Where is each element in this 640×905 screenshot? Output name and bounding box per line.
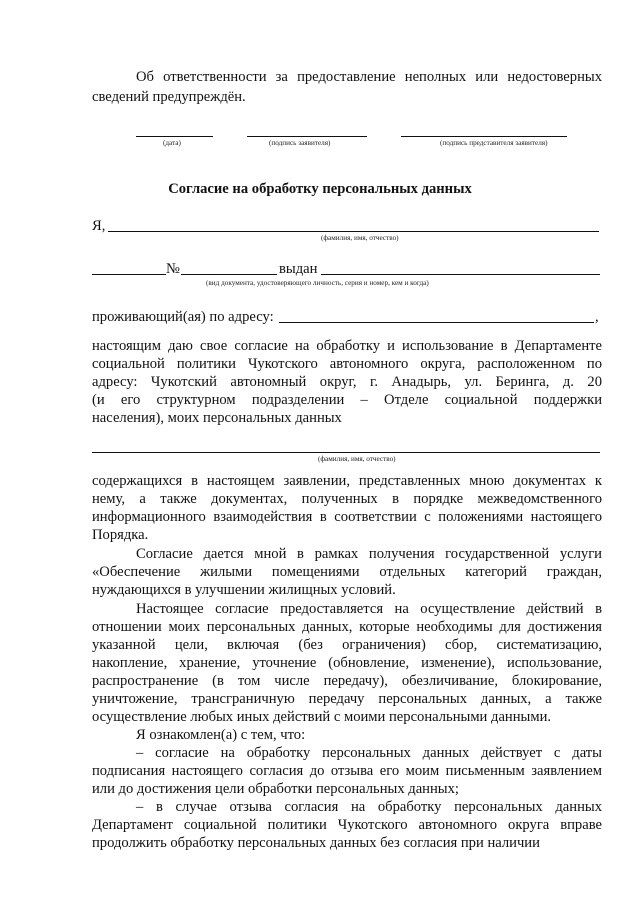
para6-line-2: подписания настоящего согласия до отзыва его моим письменным заявлением bbox=[92, 763, 602, 779]
para6-line-3: или до достижения цели обработки персональных данных; bbox=[92, 781, 459, 797]
para1-line-3: адресу: Чукотский автономный округ, г. Анадырь, ул. Беринга, д. 20 bbox=[92, 374, 602, 390]
para3-line-1: Согласие дается мной в рамках получения государственной услуги bbox=[136, 546, 602, 562]
para7-line-3: продолжить обработку персональных данных без согласия при наличии bbox=[92, 835, 540, 851]
representative-signature-caption: (подпись представителя заявителя) bbox=[440, 139, 548, 147]
i-label: Я, bbox=[92, 218, 106, 234]
para2-line-3: информационного взаимодействия в соответствии с положениями настоящего bbox=[92, 509, 602, 525]
fio-field[interactable] bbox=[108, 231, 599, 232]
para4-line-5: распространение (в том числе передачу), обезличивание, блокирование, bbox=[92, 673, 602, 689]
para7-line-1: – в случае отзыва согласия на обработку персональных данных bbox=[136, 799, 602, 815]
para6-line-1: – согласие на обработку персональных данных действует с даты bbox=[136, 745, 602, 761]
document-number-field[interactable] bbox=[181, 274, 277, 275]
address-end-comma: , bbox=[595, 309, 599, 325]
representative-signature-line[interactable] bbox=[401, 136, 567, 137]
para2-line-2: нему, а также документах, полученных в порядке межведомственного bbox=[92, 491, 602, 507]
fio-field-2[interactable] bbox=[92, 452, 600, 453]
para4-line-3: указанной цели, включая (без ограничения) сбор, систематизацию, bbox=[92, 637, 602, 653]
fio-caption: (фамилия, имя, отчество) bbox=[321, 234, 399, 242]
document-type-field[interactable] bbox=[92, 274, 166, 275]
para4-line-2: отношении моих персональных данных, которые необходимы для достижения bbox=[92, 619, 602, 635]
applicant-signature-caption: (подпись заявителя) bbox=[269, 139, 331, 147]
issued-label: выдан bbox=[279, 261, 318, 277]
para4-line-4: накопление, хранение, уточнение (обновление, изменение), использование, bbox=[92, 655, 602, 671]
para4-line-1: Настоящее согласие предоставляется на осуществление действий в bbox=[136, 601, 602, 617]
para2-line-4: Порядка. bbox=[92, 527, 149, 543]
para1-line-5: населения), моих персональных данных bbox=[92, 410, 342, 426]
para1-line-4: (и его структурном подразделении – Отделе социальной поддержки bbox=[92, 392, 602, 408]
para3-line-2: «Обеспечение жилыми помещениями отдельных категорий граждан, bbox=[92, 564, 602, 580]
responsibility-line-2: сведений предупреждён. bbox=[92, 89, 246, 105]
fio-caption-2: (фамилия, имя, отчество) bbox=[318, 455, 396, 463]
para1-line-2: социальной политики Чукотского автономного округа, расположенном по bbox=[92, 356, 602, 372]
address-field[interactable] bbox=[279, 322, 594, 323]
responsibility-line-1: Об ответственности за предоставление неполных или недостоверных bbox=[136, 69, 602, 85]
para4-line-6: уничтожение, трансграничную передачу персональных данных, а также bbox=[92, 691, 602, 707]
date-caption: (дата) bbox=[163, 139, 181, 147]
date-line[interactable] bbox=[136, 136, 213, 137]
document-caption: (вид документа, удостоверяющего личность, серия и номер, кем и когда) bbox=[206, 279, 429, 287]
para4-line-7: осуществление любых иных действий с моими персональными данными. bbox=[92, 709, 552, 725]
para1-line-1: настоящим даю свое согласие на обработку и использование в Департаменте bbox=[92, 338, 602, 354]
address-label: проживающий(ая) по адресу: bbox=[92, 309, 274, 325]
para5: Я ознакомлен(а) с тем, что: bbox=[136, 727, 306, 743]
para7-line-2: Департамент социальной политики Чукотского автономного округа вправе bbox=[92, 817, 602, 833]
issued-by-field[interactable] bbox=[321, 274, 600, 275]
para3-line-3: нуждающихся в улучшении жилищных условий. bbox=[92, 582, 396, 598]
para2-line-1: содержащихся в настоящем заявлении, представленных мною документах к bbox=[92, 473, 602, 489]
number-sign: № bbox=[166, 261, 180, 277]
consent-title: Согласие на обработку персональных данных bbox=[168, 181, 472, 197]
applicant-signature-line[interactable] bbox=[247, 136, 367, 137]
